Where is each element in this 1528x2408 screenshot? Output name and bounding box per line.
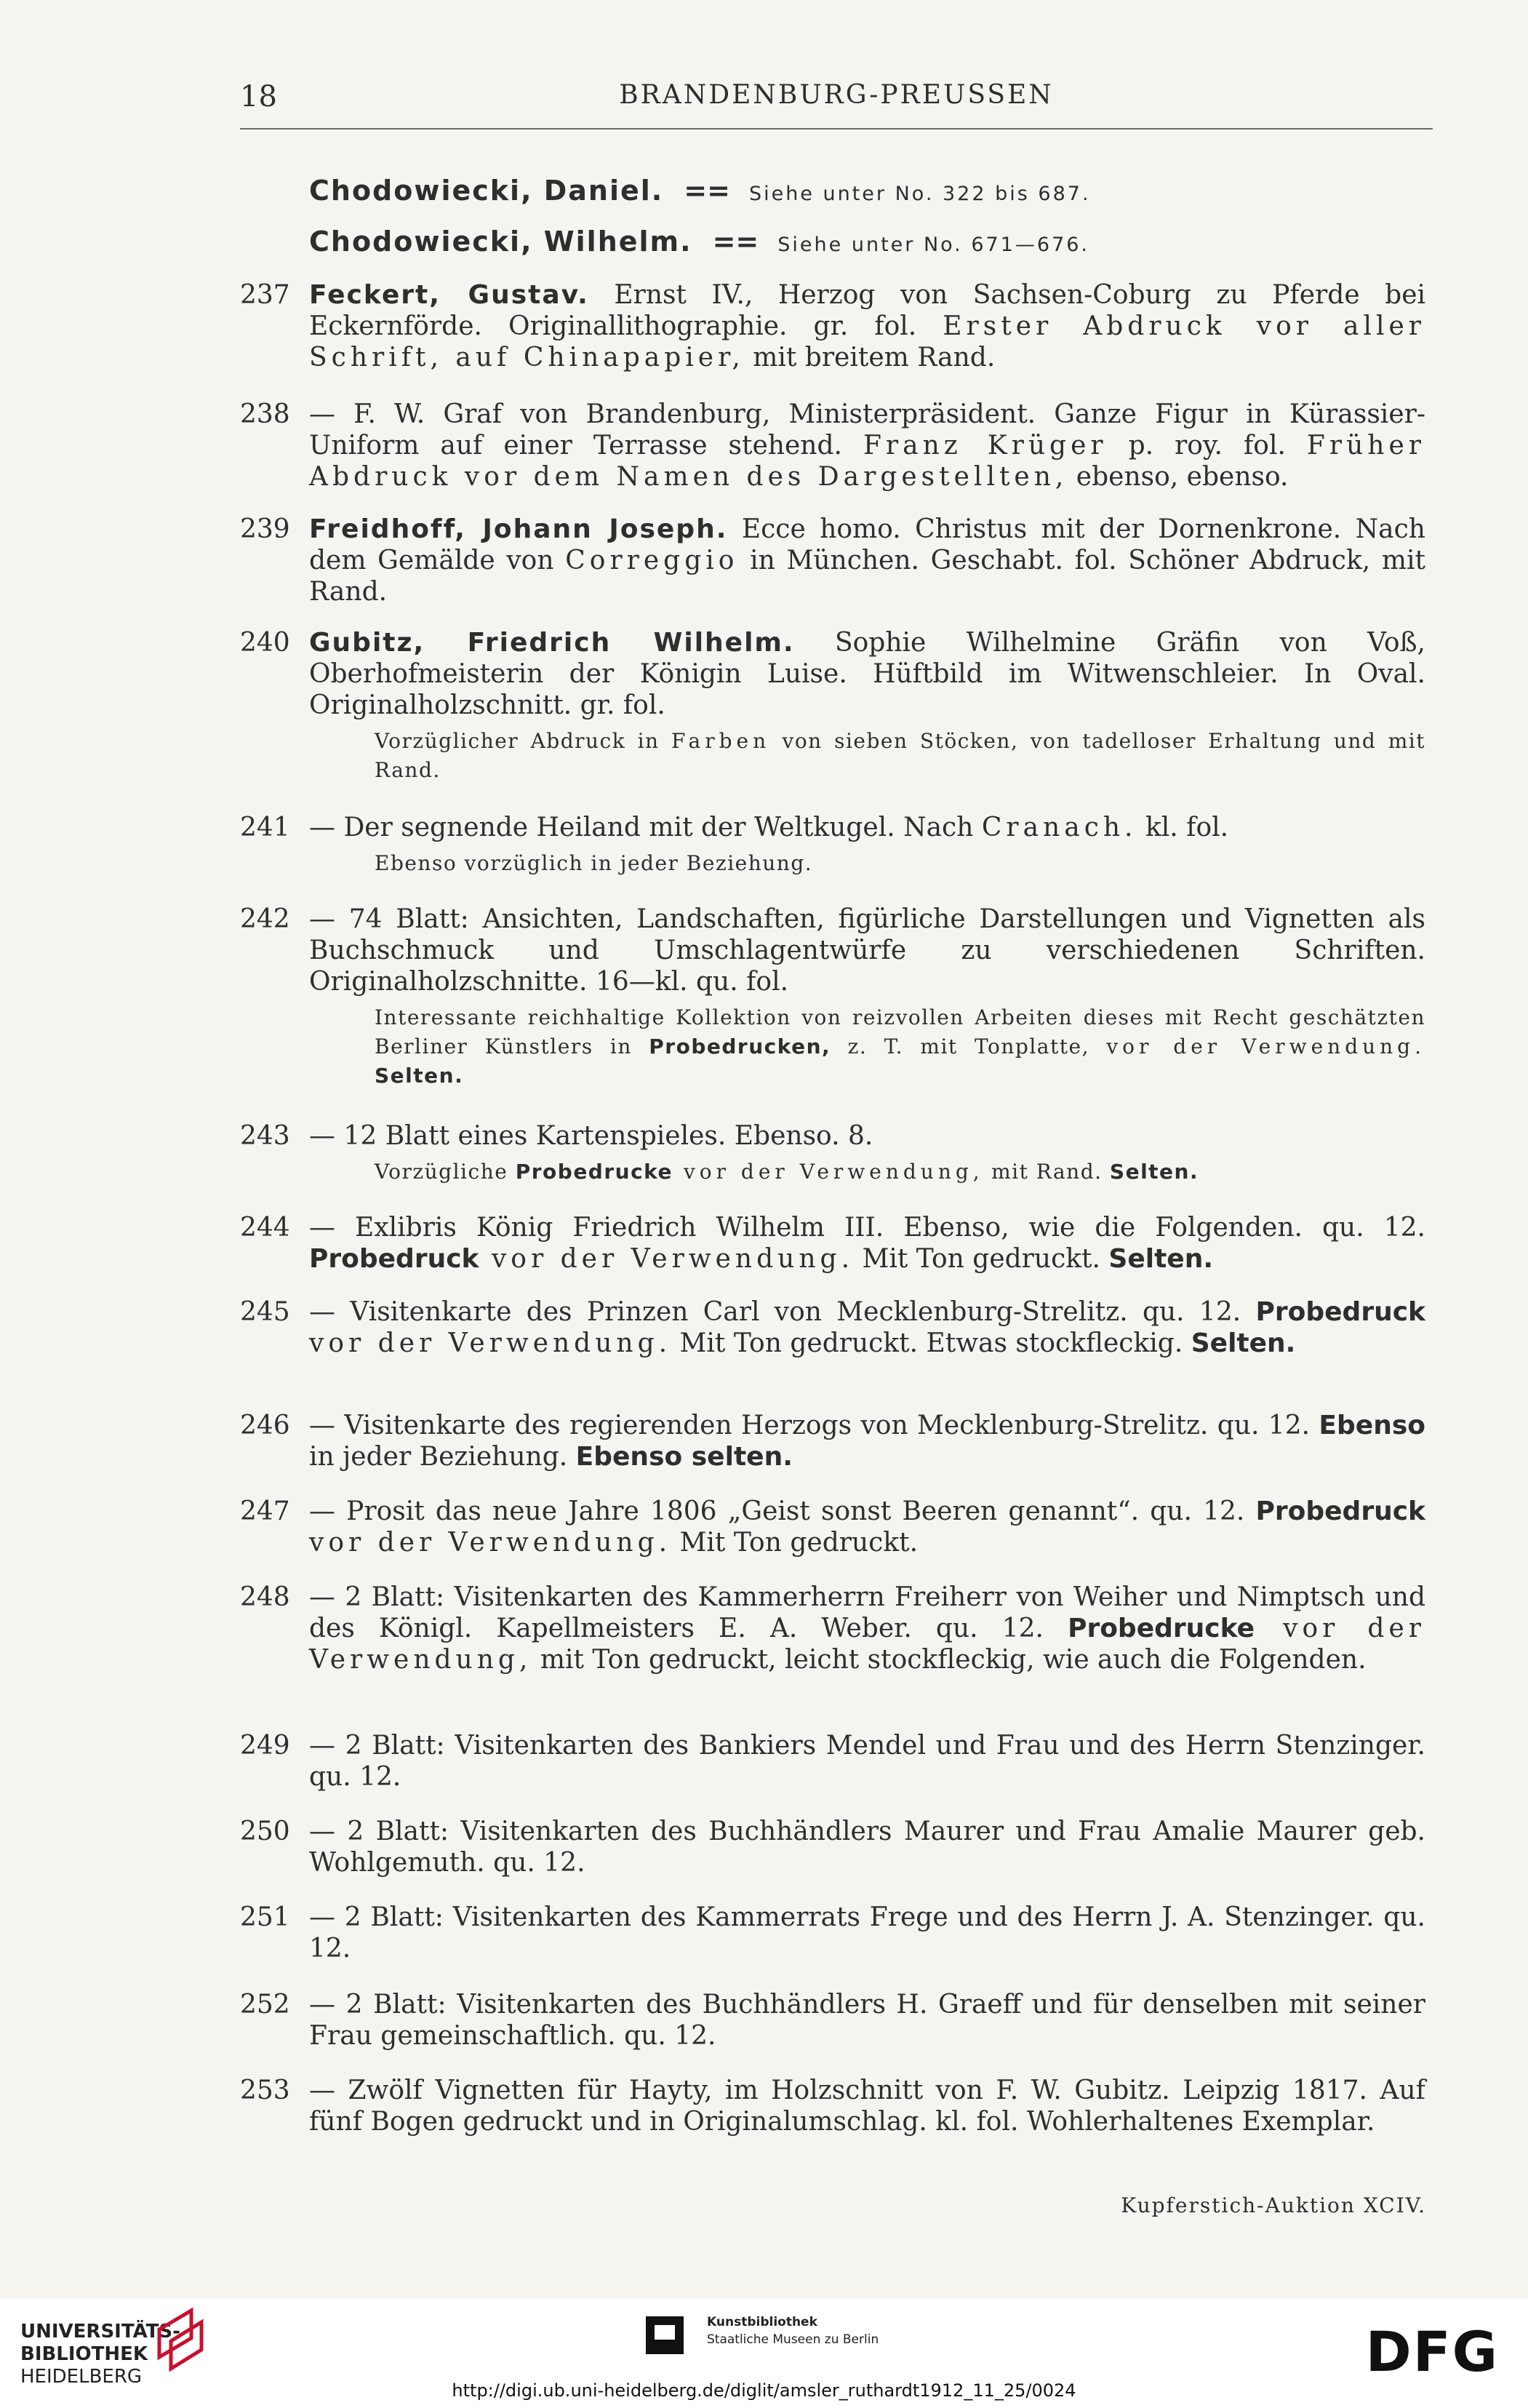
entry-text: — 2 Blatt: Visitenkarten des Buchhändlers Maurer und Frau Amalie Maurer geb. Wohlgemuth. qu. 12. (309, 1817, 1425, 1878)
artist-name: Freidhoff, Johann Joseph. (309, 514, 728, 544)
university-emblem-icon (149, 2306, 207, 2375)
entry-text: — Prosit das neue Jahre 1806 „Geist sonst Beeren genannt“. qu. 12. Probedruck vor der Verwendung. Mit Ton gedruckt. (309, 1496, 1425, 1558)
entry-text: Freidhoff, Johann Joseph. Ecce homo. Christus mit der Dornenkrone. Nach dem Gemälde von Correggio in München. Geschabt. fol. Schöner Abdruck, mit Rand. (309, 514, 1425, 607)
xref-entry (309, 175, 1091, 207)
entry-text: — 74 Blatt: Ansichten, Landschaften, figürliche Darstellungen und Vignetten als Buchschmuck und Umschlagentwürfe zu verschiedenen Schriften. Originalholzschnitte. 16—kl. qu. fol. (309, 904, 1425, 997)
permalink-url[interactable]: http://digi.ub.uni-heidelberg.de/diglit/amsler_ruthardt1912_11_25/0024 (452, 2380, 1076, 2401)
entry-number: 244 (240, 1213, 290, 1243)
entry-number: 237 (240, 280, 290, 310)
xref-equals: == (684, 175, 730, 207)
entry-text: Gubitz, Friedrich Wilhelm. Sophie Wilhelmine Gräfin von Voß, Oberhofmeisterin der Königin Luise. Hüftbild im Witwenschleier. In Oval. Originalholzschnitt. gr. fol. (309, 628, 1425, 720)
catalog-entry-243 (240, 1120, 1425, 1187)
entry-text: — 2 Blatt: Visitenkarten des Kammerrats Frege und des Herrn J. A. Stenzinger. qu. 12. (309, 1902, 1425, 1964)
entry-number: 240 (240, 628, 290, 658)
entry-text: — Visitenkarte des Prinzen Carl von Mecklenburg-Strelitz. qu. 12. Probedruck vor der Verwendung. Mit Ton gedruckt. Etwas stockfleckig. Selten. (309, 1297, 1425, 1358)
catalog-entry-242 (240, 904, 1425, 1091)
entry-number: 253 (240, 2076, 290, 2105)
catalog-entry-241 (240, 812, 1425, 878)
catalog-entry-239 (240, 514, 1425, 607)
catalog-entry-244 (240, 1212, 1425, 1275)
entry-number: 239 (240, 514, 290, 544)
entry-number: 251 (240, 1902, 290, 1932)
entry-number: 247 (240, 1496, 290, 1526)
entry-text: — 12 Blatt eines Kartenspieles. Ebenso. 8. (309, 1121, 873, 1151)
entry-note: Vorzügliche Probedrucke vor der Verwendung, mit Rand. Selten. (375, 1160, 1199, 1184)
entry-number: 248 (240, 1582, 290, 1612)
entry-text: Feckert, Gustav. Ernst IV., Herzog von Sachsen-Coburg zu Pferde bei Eckernförde. Originallithographie. gr. fol. Erster Abdruck vor aller Schrift, auf Chinapapier, mit breitem Rand. (309, 280, 1426, 372)
entry-number: 241 (240, 813, 290, 842)
xref-reference: Siehe unter No. 322 bis 687. (748, 183, 1091, 205)
entry-text: — F. W. Graf von Brandenburg, Ministerpräsident. Ganze Figur in Kürassier-Uniform auf einer Terrasse stehend. Franz Krüger p. roy. fol. Früher Abdruck vor dem Namen des Dargestellten, ebenso, ebenso. (309, 399, 1425, 492)
catalog-entry-240 (240, 627, 1425, 785)
running-title: BRANDENBURG-PREUSSEN (619, 80, 1054, 110)
entry-number: 242 (240, 904, 290, 934)
catalog-entry-238 (240, 399, 1425, 493)
entry-text: — Zwölf Vignetten für Hayty, im Holzschnitt von F. W. Gubitz. Leipzig 1817. Auf fünf Bogen gedruckt und in Originalumschlag. kl. fol. Wohlerhaltenes Exemplar. (309, 2076, 1425, 2137)
catalog-entry-248 (240, 1582, 1425, 1675)
entry-text: — Visitenkarte des regierenden Herzogs von Mecklenburg-Strelitz. qu. 12. Ebenso in jeder Beziehung. Ebenso selten. (309, 1411, 1425, 1472)
xref-entry (309, 226, 1089, 258)
catalog-entry-249 (240, 1730, 1425, 1793)
entry-note: Ebenso vorzüglich in jeder Beziehung. (375, 851, 813, 875)
xref-artist: Chodowiecki, Wilhelm. (309, 226, 692, 258)
catalog-entry-245 (240, 1296, 1425, 1359)
entry-number: 243 (240, 1121, 290, 1151)
entry-number: 238 (240, 399, 290, 429)
xref-reference: Siehe unter No. 671—676. (777, 234, 1090, 256)
entry-number: 245 (240, 1297, 290, 1327)
entry-text: — 2 Blatt: Visitenkarten des Buchhändlers H. Graeff und für denselben mit seiner Frau gemeinschaftlich. qu. 12. (309, 1990, 1425, 2051)
kunstbibliothek-icon (646, 2316, 684, 2354)
entry-text: — 2 Blatt: Visitenkarten des Bankiers Mendel und Frau und des Herrn Stenzinger. qu. 12. (309, 1731, 1425, 1792)
catalog-entry-237 (240, 279, 1425, 373)
entry-text: — 2 Blatt: Visitenkarten des Kammerherrn Freiherr von Weiher und Nimptsch und des Königl. Kapellmeisters E. A. Weber. qu. 12. Probedrucke vor der Verwendung, mit Ton gedruckt, leicht stockfleckig, wie auch die Folgenden. (309, 1582, 1425, 1675)
xref-equals: == (712, 226, 759, 258)
entry-text: — Exlibris König Friedrich Wilhelm III. Ebenso, wie die Folgenden. qu. 12. Probedruck vor der Verwendung. Mit Ton gedruckt. Selten. (309, 1213, 1425, 1274)
entry-number: 246 (240, 1411, 290, 1440)
catalog-entry-246 (240, 1410, 1425, 1472)
catalog-entry-247 (240, 1496, 1425, 1558)
dfg-logo[interactable]: DFG (1365, 2319, 1499, 2384)
kunstbibliothek-logo[interactable]: Kunstbibliothek Staatliche Museen zu Berlin (707, 2315, 879, 2347)
entry-note: Vorzüglicher Abdruck in Farben von sieben Stöcken, von tadelloser Erhaltung und mit Rand. (375, 729, 1425, 782)
catalog-entry-251 (240, 1902, 1425, 1964)
entry-note: Interessante reichhaltige Kollektion von reizvollen Arbeiten dieses mit Recht geschätzten Berliner Künstlers in Probedrucken, z. T. mit Tonplatte, vor der Verwendung. Selten. (375, 1005, 1426, 1088)
entry-number: 250 (240, 1817, 290, 1846)
entry-text: — Der segnende Heiland mit der Weltkugel. Nach Cranach. kl. fol. (309, 813, 1229, 842)
catalog-entry-250 (240, 1816, 1425, 1878)
catalog-entry-253 (240, 2075, 1425, 2137)
page-header (240, 79, 1433, 122)
header-rule (240, 128, 1433, 129)
xref-artist: Chodowiecki, Daniel. (309, 175, 664, 207)
artist-name: Feckert, Gustav. (309, 280, 589, 310)
artist-name: Gubitz, Friedrich Wilhelm. (309, 628, 795, 658)
page-number: 18 (240, 80, 277, 113)
catalog-entry-252 (240, 1989, 1425, 2052)
digitization-bar (0, 2299, 1528, 2408)
entry-number: 252 (240, 1990, 290, 2020)
auction-footer-tag: Kupferstich-Auktion XCIV. (1121, 2193, 1426, 2217)
university-library-logo[interactable]: UNIVERSITÄTS- BIBLIOTHEK HEIDELBERG (20, 2321, 180, 2388)
entry-number: 249 (240, 1731, 290, 1761)
